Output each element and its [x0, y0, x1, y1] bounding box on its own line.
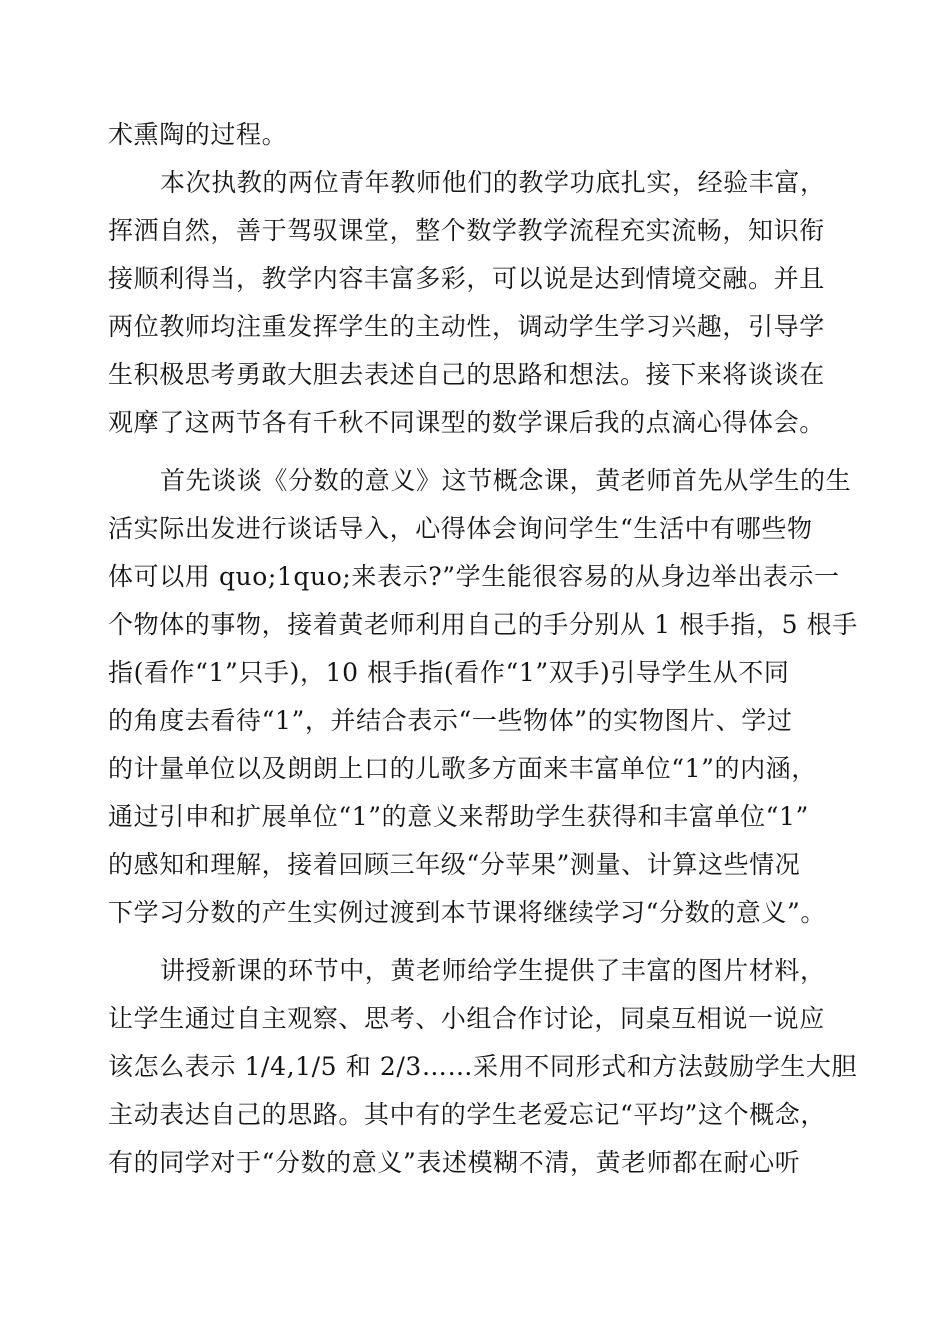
text-line: 术熏陶的过程。 [108, 120, 288, 149]
text-line: 接顺利得当，教学内容丰富多彩，可以说是达到情境交融。并且 [108, 264, 825, 293]
text-line: 挥洒自然，善于驾驭课堂，整个数学教学流程充实流畅，知识衔 [108, 216, 825, 245]
text-line: 的感知和理解，接着回顾三年级“分苹果”测量、计算这些情况 [108, 850, 801, 879]
text-line: 下学习分数的产生实例过渡到本节课将继续学习“分数的意义”。 [108, 898, 826, 927]
text-line: 的计量单位以及朗朗上口的儿歌多方面来丰富单位“1”的内涵， [108, 754, 817, 783]
text-line: 通过引申和扩展单位“1”的意义来帮助学生获得和丰富单位“1” [108, 802, 809, 831]
text-line: 主动表达自己的思路。其中有的学生老爱忘记“平均”这个概念， [108, 1100, 826, 1129]
text-line: 的角度去看待“1”，并结合表示“一些物体”的实物图片、学过 [108, 706, 793, 735]
text-line: 生积极思考勇敢大胆去表述自己的思路和想法。接下来将谈谈在 [108, 360, 825, 389]
text-line: 个物体的事物，接着黄老师利用自己的手分别从 1 根手指，5 根手 [108, 610, 858, 639]
text-line: 有的同学对于“分数的意义”表述模糊不清，黄老师都在耐心听 [108, 1148, 801, 1177]
text-line: 两位教师均注重发挥学生的主动性，调动学生学习兴趣，引导学 [108, 312, 825, 341]
text-line: 体可以用 quo;1quo;来表示?”学生能很容易的从身边举出表示一 [108, 562, 840, 591]
text-line: 该怎么表示 1/4,1/5 和 2/3……采用不同形式和方法鼓励学生大胆 [108, 1052, 858, 1081]
text-line: 指(看作“1”只手)，10 根手指(看作“1”双手)引导学生从不同 [108, 658, 790, 687]
text-line: 让学生通过自主观察、思考、小组合作讨论，同桌互相说一说应 [108, 1004, 825, 1033]
paragraph-start-line: 本次执教的两位青年教师他们的教学功底扎实，经验丰富， [160, 168, 826, 197]
paragraph-start-line: 首先谈谈《分数的意义》这节概念课，黄老师首先从学生的生 [160, 466, 852, 495]
paragraph-start-line: 讲授新课的环节中，黄老师给学生提供了丰富的图片材料， [160, 956, 826, 985]
text-line: 观摩了这两节各有千秋不同课型的数学课后我的点滴心得体会。 [108, 408, 825, 437]
text-line: 活实际出发进行谈话导入，心得体会询问学生“生活中有哪些物 [108, 514, 813, 543]
